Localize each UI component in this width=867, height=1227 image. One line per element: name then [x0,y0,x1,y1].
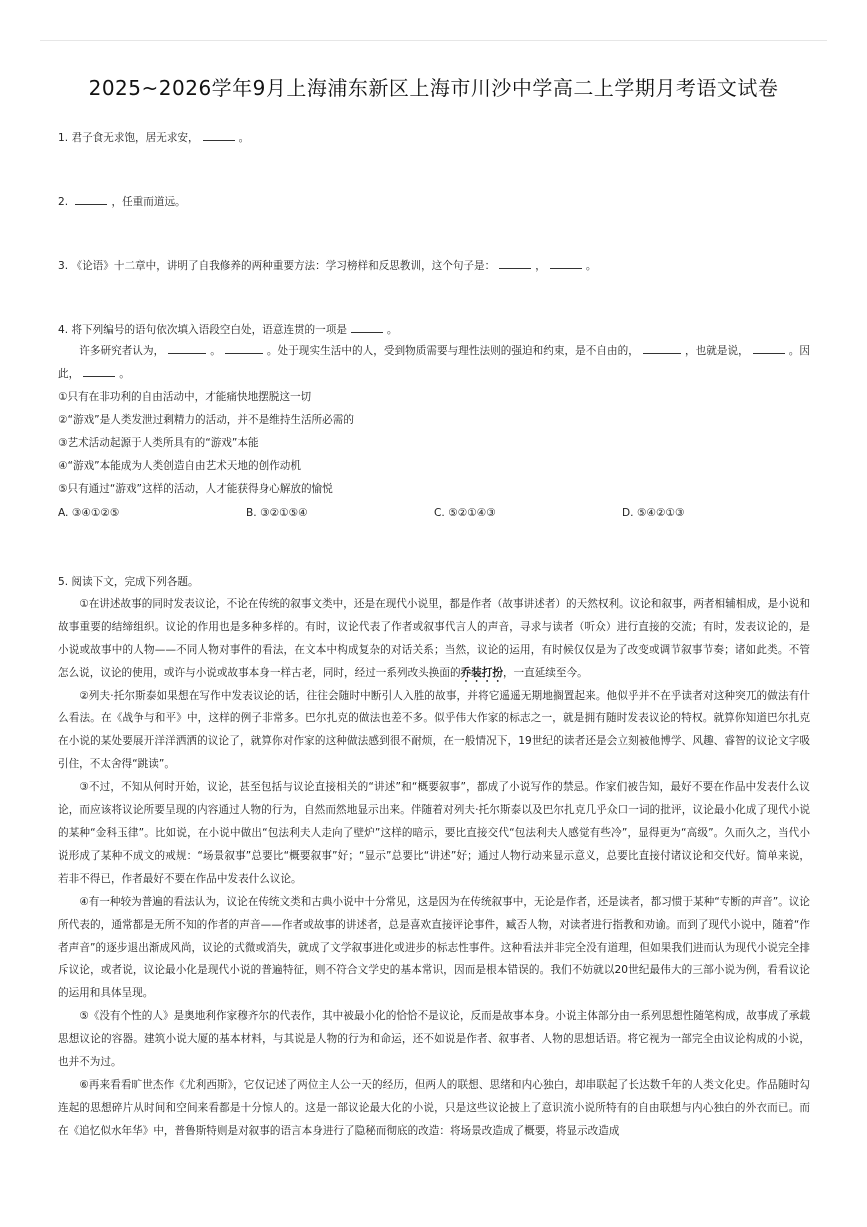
choice-a[interactable]: A. ③④①②⑤ [58,506,120,519]
question-4-stem-end: 。 [386,324,398,336]
question-4-stem [58,320,810,340]
emphasized-phrase: 乔装打扮 [460,666,503,679]
question-4 [58,320,810,525]
answer-blank[interactable] [351,320,383,333]
paragraph-text: ，一直延续至今。 [502,666,588,679]
choice-c[interactable]: C. ⑤②①④③ [434,506,496,519]
passage-text: 。 [119,367,130,380]
reading-paragraph-4: ④有一种较为普遍的看法认为，议论在传统文类和古典小说中十分常见，这是因为在传统叙事中，无论是作者，还是读者，都习惯于某种“专断的声音”。议论所代表的，通常都是无所不知的作者的声音——作者或故事的讲述者，总是喜欢直接评论事件，臧否人物，对读者进行指教和劝谕。而到了现代小说中，随着“作者声音”的逐步退出渐成风尚，议论的式微或消失，就成了文学叙事进化或进步的标志性事件。这种看法并非完全没有道理，但如果我们进而认为现代小说完全排斥议论，或者说，议论最小化是现代小说的普遍特征，则不符合文学史的基本常识，因而是根本错误的。我们不妨就以20世纪最伟大的三部小说为例，看看议论的运用和具体呈现。 [58,895,810,1000]
passage-blank[interactable] [225,341,263,354]
question-4-passage [58,340,810,386]
passage-blank[interactable] [83,364,115,377]
question-3-text: 3. 《论语》十二章中，讲明了自我修养的两种重要方法：学习榜样和反思教训，这个句子是： [58,260,496,272]
answer-blank[interactable] [499,256,531,269]
answer-choices [58,501,810,525]
question-2-number: 2. [58,196,72,208]
question-1-text: 1. 君子食无求饱，居无求安， [58,132,199,144]
question-3-comma: ， [535,260,546,272]
statement-5: ⑤只有通过“游戏”这样的活动，人才能获得身心解放的愉悦 [58,482,333,495]
statement-4: ④“游戏”本能成为人类创造自由艺术天地的创作动机 [58,459,301,472]
question-5-stem: 5. 阅读下文，完成下列各题。 [58,575,199,588]
exam-content [58,128,810,1143]
answer-blank[interactable] [203,128,235,141]
reading-paragraph-2: ②列夫·托尔斯泰如果想在写作中发表议论的话，往往会随时中断引人入胜的故事，并将它遥遥无期地搁置起来。他似乎并不在乎读者对这种突兀的做法有什么看法。在《战争与和平》中，这样的例子非常多。巴尔扎克的做法也差不多。似乎伟大作家的标志之一，就是拥有随时发表议论的特权。就算你知道巴尔扎克在小说的某处要展开洋洋洒洒的议论了，就算你对作家的这种做法感到很不耐烦，在一般情况下，19世纪的读者还是会立刻被他博学、风趣、睿智的议论文字吸引住，不太舍得“跳读”。 [58,689,810,771]
question-4-stem-text: 4. 将下列编号的语句依次填入语段空白处，语意连贯的一项是 [58,324,347,336]
reading-paragraph-1 [58,593,810,685]
question-2-text: ，任重而道远。 [111,196,186,208]
statement-3: ③艺术活动起源于人类所具有的“游戏”本能 [58,436,259,449]
passage-blank[interactable] [753,341,785,354]
question-5 [58,571,810,1143]
answer-blank[interactable] [75,192,107,205]
page-title: 2025~2026学年9月上海浦东新区上海市川沙中学高二上学期月考语文试卷 [88,76,779,100]
choice-d[interactable]: D. ⑤④②①③ [622,506,685,519]
statement-2: ②“游戏”是人类发泄过剩精力的活动，并不是维持生活所必需的 [58,413,354,426]
question-1-end: 。 [238,132,250,144]
reading-paragraph-5: ⑤《没有个性的人》是奥地利作家穆齐尔的代表作，其中被最小化的恰恰不是议论，反而是故事本身。小说主体部分由一系列思想性随笔构成，故事成了承载思想议论的容器。建筑小说大厦的基本材料，与其说是人物的行为和命运，还不如说是作者、叙事者、人物的思想话语。将它视为一部完全由议论构成的小说，也并不为过。 [58,1010,810,1069]
passage-text: 。 [210,345,221,357]
reading-paragraph-6: ⑥再来看看旷世杰作《尤利西斯》，它仅记述了两位主人公一天的经历，但两人的联想、思绪和内心独白，却串联起了长达数千年的人类文化史。作品随时勾连起的思想碎片从时间和空间来看都是十分惊人的。这是一部议论最大化的小说，只是这些议论披上了意识流小说所特有的自由联想与内心独白的外衣而已。而在《追忆似水年华》中，普鲁斯特则是对叙事的语言本身进行了隐秘而彻底的改造：将场景改造成了概要，将显示改造成 [58,1078,810,1137]
passage-blank[interactable] [168,341,206,354]
question-1 [58,128,810,148]
passage-text: 。因此， [58,345,811,380]
passage-blank[interactable] [643,341,681,354]
statement-1: ①只有在非功利的自由活动中，才能痛快地摆脱这一切 [58,390,312,403]
question-2 [58,192,810,212]
passage-text: 许多研究者认为， [79,345,165,357]
paragraph-text: ①在讲述故事的同时发表议论，不论在传统的叙事文类中，还是在现代小说里，都是作者（故事讲述者）的天然权利。议论和叙事，两者相辅相成，是小说和故事重要的结缔组织。议论的作用也是多种多样的。有时，议论代表了作者或叙事代言人的声音，寻求与读者（听众）进行直接的交流；有时，发表议论的，是小说或故事中的人物——不同人物对事件的看法，在文本中构成复杂的对话关系；当然，议论的运用，有时候仅仅是为了改变或调节叙事节奏；诸如此类。不管怎么说，议论的使用，或许与小说或故事本身一样古老，同时，经过一系列改头换面的 [58,597,810,679]
question-3-end: 。 [585,260,597,272]
question-3 [58,256,810,276]
header-divider [40,40,827,41]
reading-paragraph-3: ③不过，不知从何时开始，议论，甚至包括与议论直接相关的“讲述”和“概要叙事”，都成了小说写作的禁忌。作家们被告知，最好不要在作品中发表什么议论，而应该将议论所要呈现的内容通过人物的行为，自然而然地显示出来。伴随着对列夫·托尔斯泰以及巴尔扎克几乎众口一词的批评，议论最小化成了现代小说的某种“金科玉律”。比如说，在小说中做出“包法利夫人走向了壁炉”这样的暗示，要比直接交代“包法利夫人感觉有些冷”，显得更为“高级”。久而久之，当代小说形成了某种不成文的戒规：“场景叙事”总要比“概要叙事”好；“显示”总要比“讲述”好；通过人物行动来显示意义，总要比直接付诸议论和交代好。简单来说，若非不得已，作者最好不要在作品中发表什么议论。 [58,781,810,885]
passage-text: ，也就是说， [684,345,749,357]
passage-text: 。处于现实生活中的人，受到物质需要与理性法则的强迫和约束，是不自由的， [266,345,639,357]
choice-b[interactable]: B. ③②①⑤④ [246,506,308,519]
answer-blank[interactable] [550,256,582,269]
